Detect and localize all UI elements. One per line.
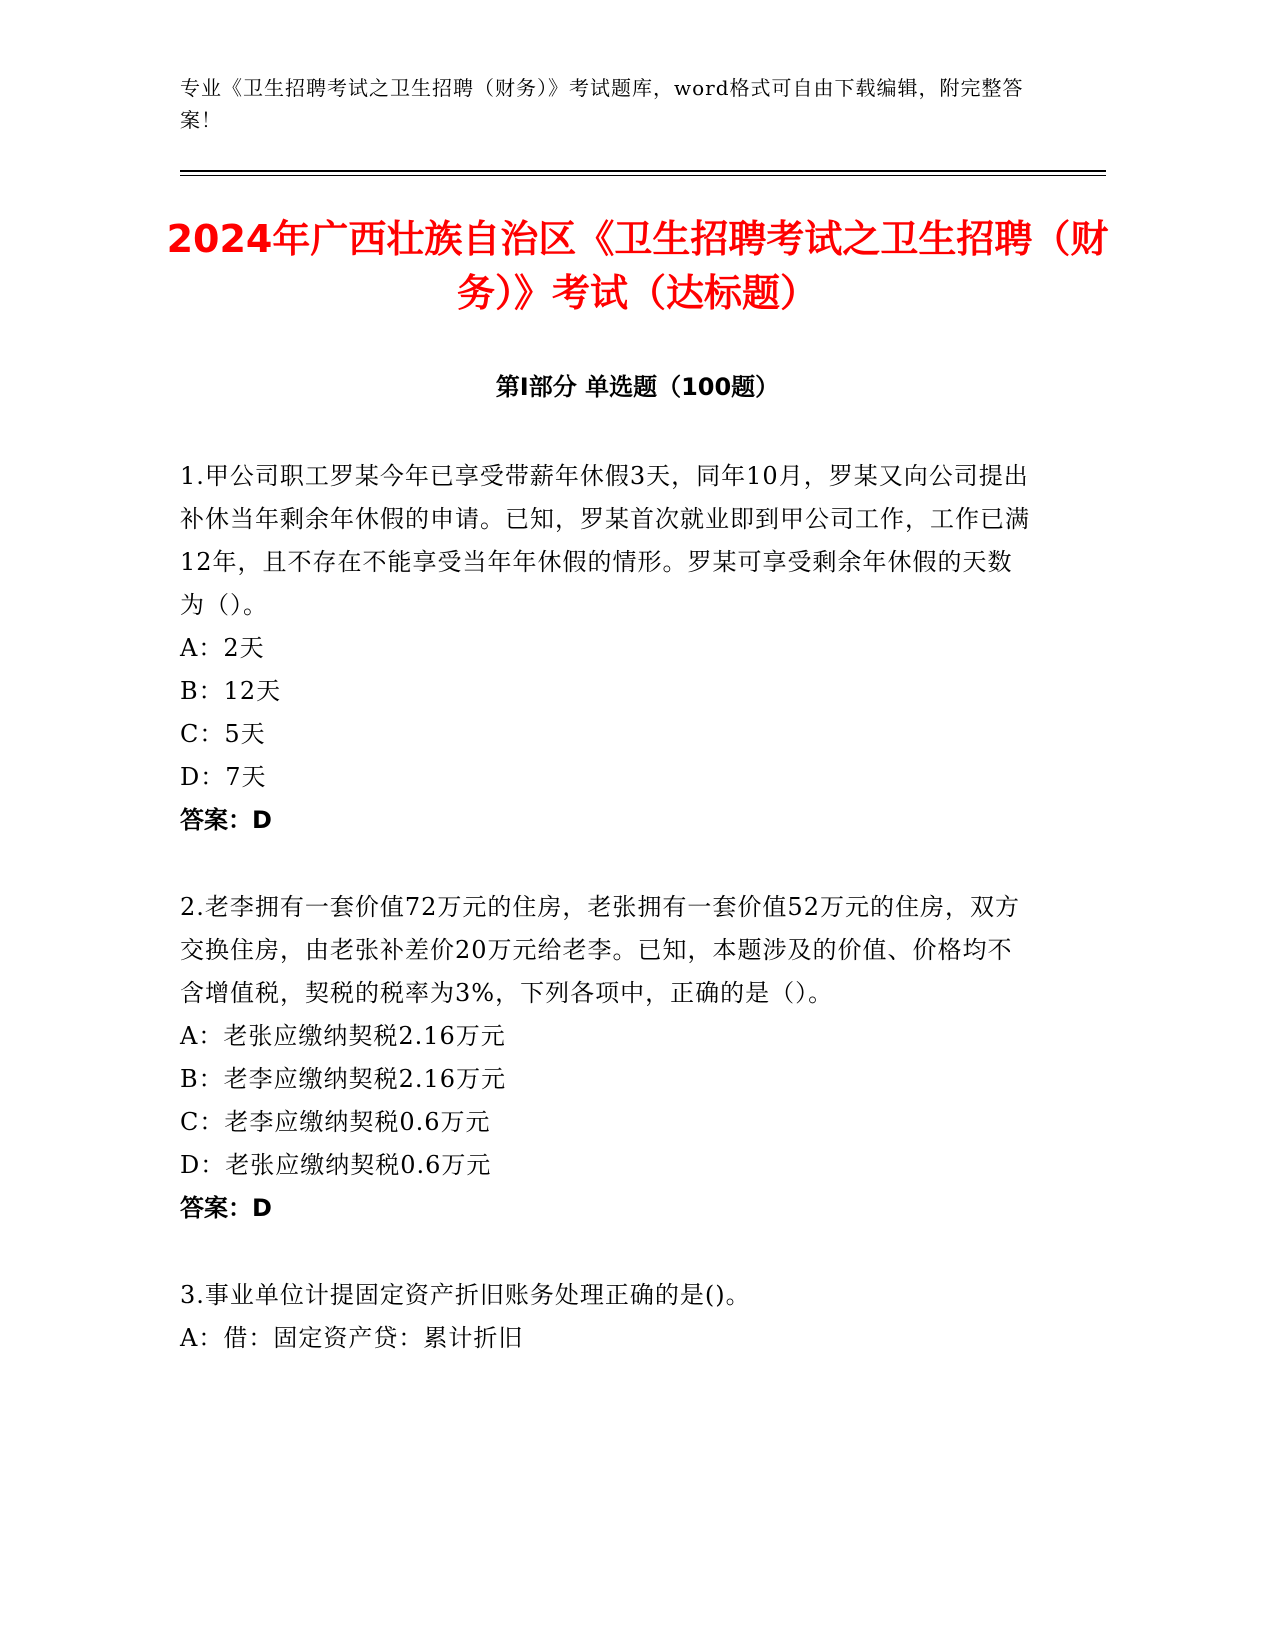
option-d: D：老张应缴纳契税0.6万元 [180,1151,492,1179]
document-title: 2024年广西壮族自治区《卫生招聘考试之卫生招聘（财务）》考试（达标题） [166,217,1109,315]
option-c: C：老李应缴纳契税0.6万元 [180,1108,491,1136]
option-b: B：老李应缴纳契税2.16万元 [180,1065,507,1093]
header-divider-thick [180,170,1106,172]
header-note: 专业《卫生招聘考试之卫生招聘（财务）》考试题库，word格式可自由下载编辑，附完整答案！ [180,76,1024,132]
question-stem: 1.甲公司职工罗某今年已享受带薪年休假3天，同年10月，罗某又向公司提出补休当年剩余年休假的申请。已知，罗某首次就业即到甲公司工作，工作已满12年，且不存在不能享受当年年休假的情形。罗某可享受剩余年休假的天数为（）。 [180,462,1030,619]
answer: 答案：D [180,1194,272,1222]
option-c: C：5天 [180,720,266,748]
question-1 [180,455,1030,842]
question-stem: 2.老李拥有一套价值72万元的住房，老张拥有一套价值52万元的住房，双方交换住房，由老张补差价20万元给老李。已知，本题涉及的价值、价格均不含增值税，契税的税率为3%，下列各项中，正确的是（）。 [180,893,1020,1007]
option-a: A：2天 [180,634,265,662]
question-stem: 3.事业单位计提固定资产折旧账务处理正确的是()。 [180,1281,751,1309]
question-2 [180,886,1030,1230]
section-heading: 第Ⅰ部分 单选题（100题） [495,373,780,401]
question-3 [180,1274,1030,1360]
option-d: D：7天 [180,763,267,791]
option-a: A：借：固定资产贷：累计折旧 [180,1324,524,1352]
option-a: A：老张应缴纳契税2.16万元 [180,1022,506,1050]
header-divider-thin [180,175,1106,176]
option-b: B：12天 [180,677,282,705]
answer: 答案：D [180,806,272,834]
question-list [180,455,1030,1360]
